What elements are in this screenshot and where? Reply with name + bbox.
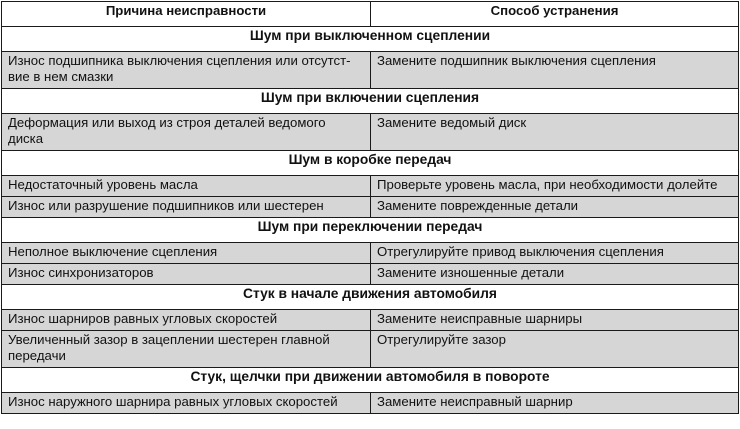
cause-cell: Износ наружного шарнира равных угловых скоростей bbox=[2, 393, 371, 414]
table-row bbox=[2, 331, 739, 368]
troubleshooting-table bbox=[1, 1, 739, 414]
remedy-cell: Замените подшипник выключения сцепления bbox=[371, 52, 739, 89]
remedy-cell: Замените неисправный шарнир bbox=[371, 393, 739, 414]
table-header-row bbox=[2, 2, 739, 27]
section-header-row bbox=[2, 368, 739, 393]
remedy-cell: Замените поврежденные детали bbox=[371, 197, 739, 218]
cause-cell: Недостаточный уровень масла bbox=[2, 176, 371, 197]
remedy-cell: Замените ведомый диск bbox=[371, 114, 739, 151]
section-header-row bbox=[2, 27, 739, 52]
table-row bbox=[2, 197, 739, 218]
section-title: Шум при включении сцепления bbox=[2, 89, 739, 114]
remedy-cell: Замените изношенные детали bbox=[371, 264, 739, 285]
cause-cell: Износ подшипника выключения сцепления или отсутст-вие в нем смазки bbox=[2, 52, 371, 89]
table-row bbox=[2, 243, 739, 264]
section-header-row bbox=[2, 285, 739, 310]
table-row bbox=[2, 52, 739, 89]
table-row bbox=[2, 176, 739, 197]
section-title: Шум при переключении передач bbox=[2, 218, 739, 243]
table-row bbox=[2, 310, 739, 331]
section-header-row bbox=[2, 89, 739, 114]
table-body bbox=[2, 2, 739, 414]
column-header-remedy: Способ устранения bbox=[371, 2, 739, 27]
table-row bbox=[2, 114, 739, 151]
section-title: Стук, щелчки при движении автомобиля в повороте bbox=[2, 368, 739, 393]
remedy-cell: Проверьте уровень масла, при необходимости долейте bbox=[371, 176, 739, 197]
section-header-row bbox=[2, 151, 739, 176]
section-title: Шум в коробке передач bbox=[2, 151, 739, 176]
section-title: Шум при выключенном сцеплении bbox=[2, 27, 739, 52]
remedy-cell: Отрегулируйте зазор bbox=[371, 331, 739, 368]
section-header-row bbox=[2, 218, 739, 243]
cause-cell: Увеличенный зазор в зацеплении шестерен главной передачи bbox=[2, 331, 371, 368]
cause-cell: Износ синхронизаторов bbox=[2, 264, 371, 285]
table-row bbox=[2, 393, 739, 414]
cause-cell: Износ или разрушение подшипников или шестерен bbox=[2, 197, 371, 218]
column-header-cause: Причина неисправности bbox=[2, 2, 371, 27]
cause-cell: Износ шарниров равных угловых скоростей bbox=[2, 310, 371, 331]
table-row bbox=[2, 264, 739, 285]
cause-cell: Деформация или выход из строя деталей ведомого диска bbox=[2, 114, 371, 151]
remedy-cell: Отрегулируйте привод выключения сцепления bbox=[371, 243, 739, 264]
section-title: Стук в начале движения автомобиля bbox=[2, 285, 739, 310]
cause-cell: Неполное выключение сцепления bbox=[2, 243, 371, 264]
remedy-cell: Замените неисправные шарниры bbox=[371, 310, 739, 331]
